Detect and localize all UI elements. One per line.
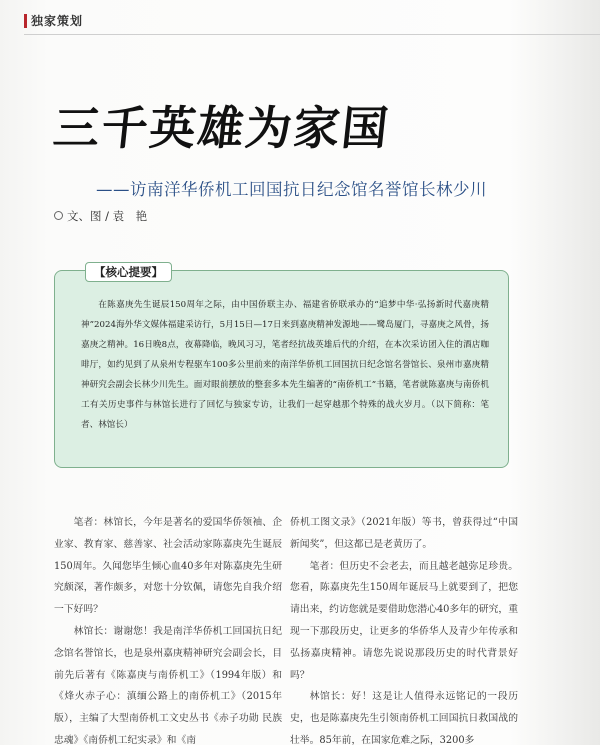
paragraph: 林馆长：谢谢您！我是南洋华侨机工回国抗日纪念馆名誉馆长，也是泉州嘉庚精神研究会副会长，目前先后著有《陈嘉庚与南侨机工》（1994年版）和《烽火赤子心：滇缅公路上的南侨机工》（2015年版），主编了大型南侨机工文史丛书《赤子功勋 民族忠魂》《南侨机工纪实录》和《南 bbox=[54, 625, 282, 745]
article-subtitle: ——访南洋华侨机工回国抗日纪念馆名誉馆长林少川 bbox=[96, 180, 487, 199]
article-title: 三千英雄为家国 bbox=[50, 101, 393, 155]
circle-icon bbox=[54, 211, 63, 220]
header-divider bbox=[24, 34, 600, 35]
section-label: 独家策划 bbox=[31, 14, 84, 28]
summary-box bbox=[54, 265, 509, 468]
summary-text: 在陈嘉庚先生诞辰150周年之际，由中国侨联主办、福建省侨联承办的“追梦中华·弘扬新时代嘉庚精神”2024海外华文媒体福建采访行，5月15日—17日来到嘉庚精神发源地——鹭岛厦门，寻嘉庚之风骨，扬嘉庚之精神。16日晚8点，夜幕降临，晚风习习，笔者经抗战英雄后代的介绍，在本次采访团入住的酒店咖啡厅，如约见到了从泉州专程驱车100多公里前来的南洋华侨机工回国抗日纪念馆名誉馆长、泉州市嘉庚精神研究会副会长林少川先生。面对眼前摆放的整套多本先生编著的“南侨机工”书籍，笔者就陈嘉庚与南侨机工有关历史事件与林馆长进行了回忆与独家专访，让我们一起穿越那个特殊的战火岁月。（以下简称：笔者、林馆长） bbox=[81, 300, 489, 430]
byline-text: 文、图 / 袁 艳 bbox=[67, 209, 148, 223]
body-column-left bbox=[54, 512, 282, 745]
byline bbox=[54, 208, 147, 224]
paragraph: 笔者：但历史不会老去，而且越老越弥足珍贵。您看，陈嘉庚先生150周年诞辰马上就要到了，把您请出来，约访您就是要借助您潜心40多年的研究，重现一下那段历史，让更多的华侨华人及青少年传承和弘扬嘉庚精神。请您先说说那段历史的时代背景好吗？ bbox=[290, 560, 518, 681]
section-marker bbox=[24, 14, 27, 28]
paragraph: 笔者：林馆长，今年是著名的爱国华侨领袖、企业家、教育家、慈善家、社会活动家陈嘉庚先生诞辰150周年。久闻您毕生倾心血40多年对陈嘉庚先生研究颇深，著作颇多，对您十分钦佩，请您先自我介绍一下好吗？ bbox=[54, 517, 282, 616]
summary-tag: 【核心提要】 bbox=[85, 262, 172, 282]
paragraph: 侨机工图文录》（2021年版）等书，曾获得过“中国新闻奖”，但这都已是老黄历了。 bbox=[290, 517, 518, 550]
body-column-right bbox=[290, 512, 518, 745]
paragraph: 林馆长：好！这是让人值得永远铭记的一段历史，也是陈嘉庚先生引领南侨机工回国抗日救国战的壮举。85年前，在国家危难之际，3200多 bbox=[290, 691, 518, 745]
